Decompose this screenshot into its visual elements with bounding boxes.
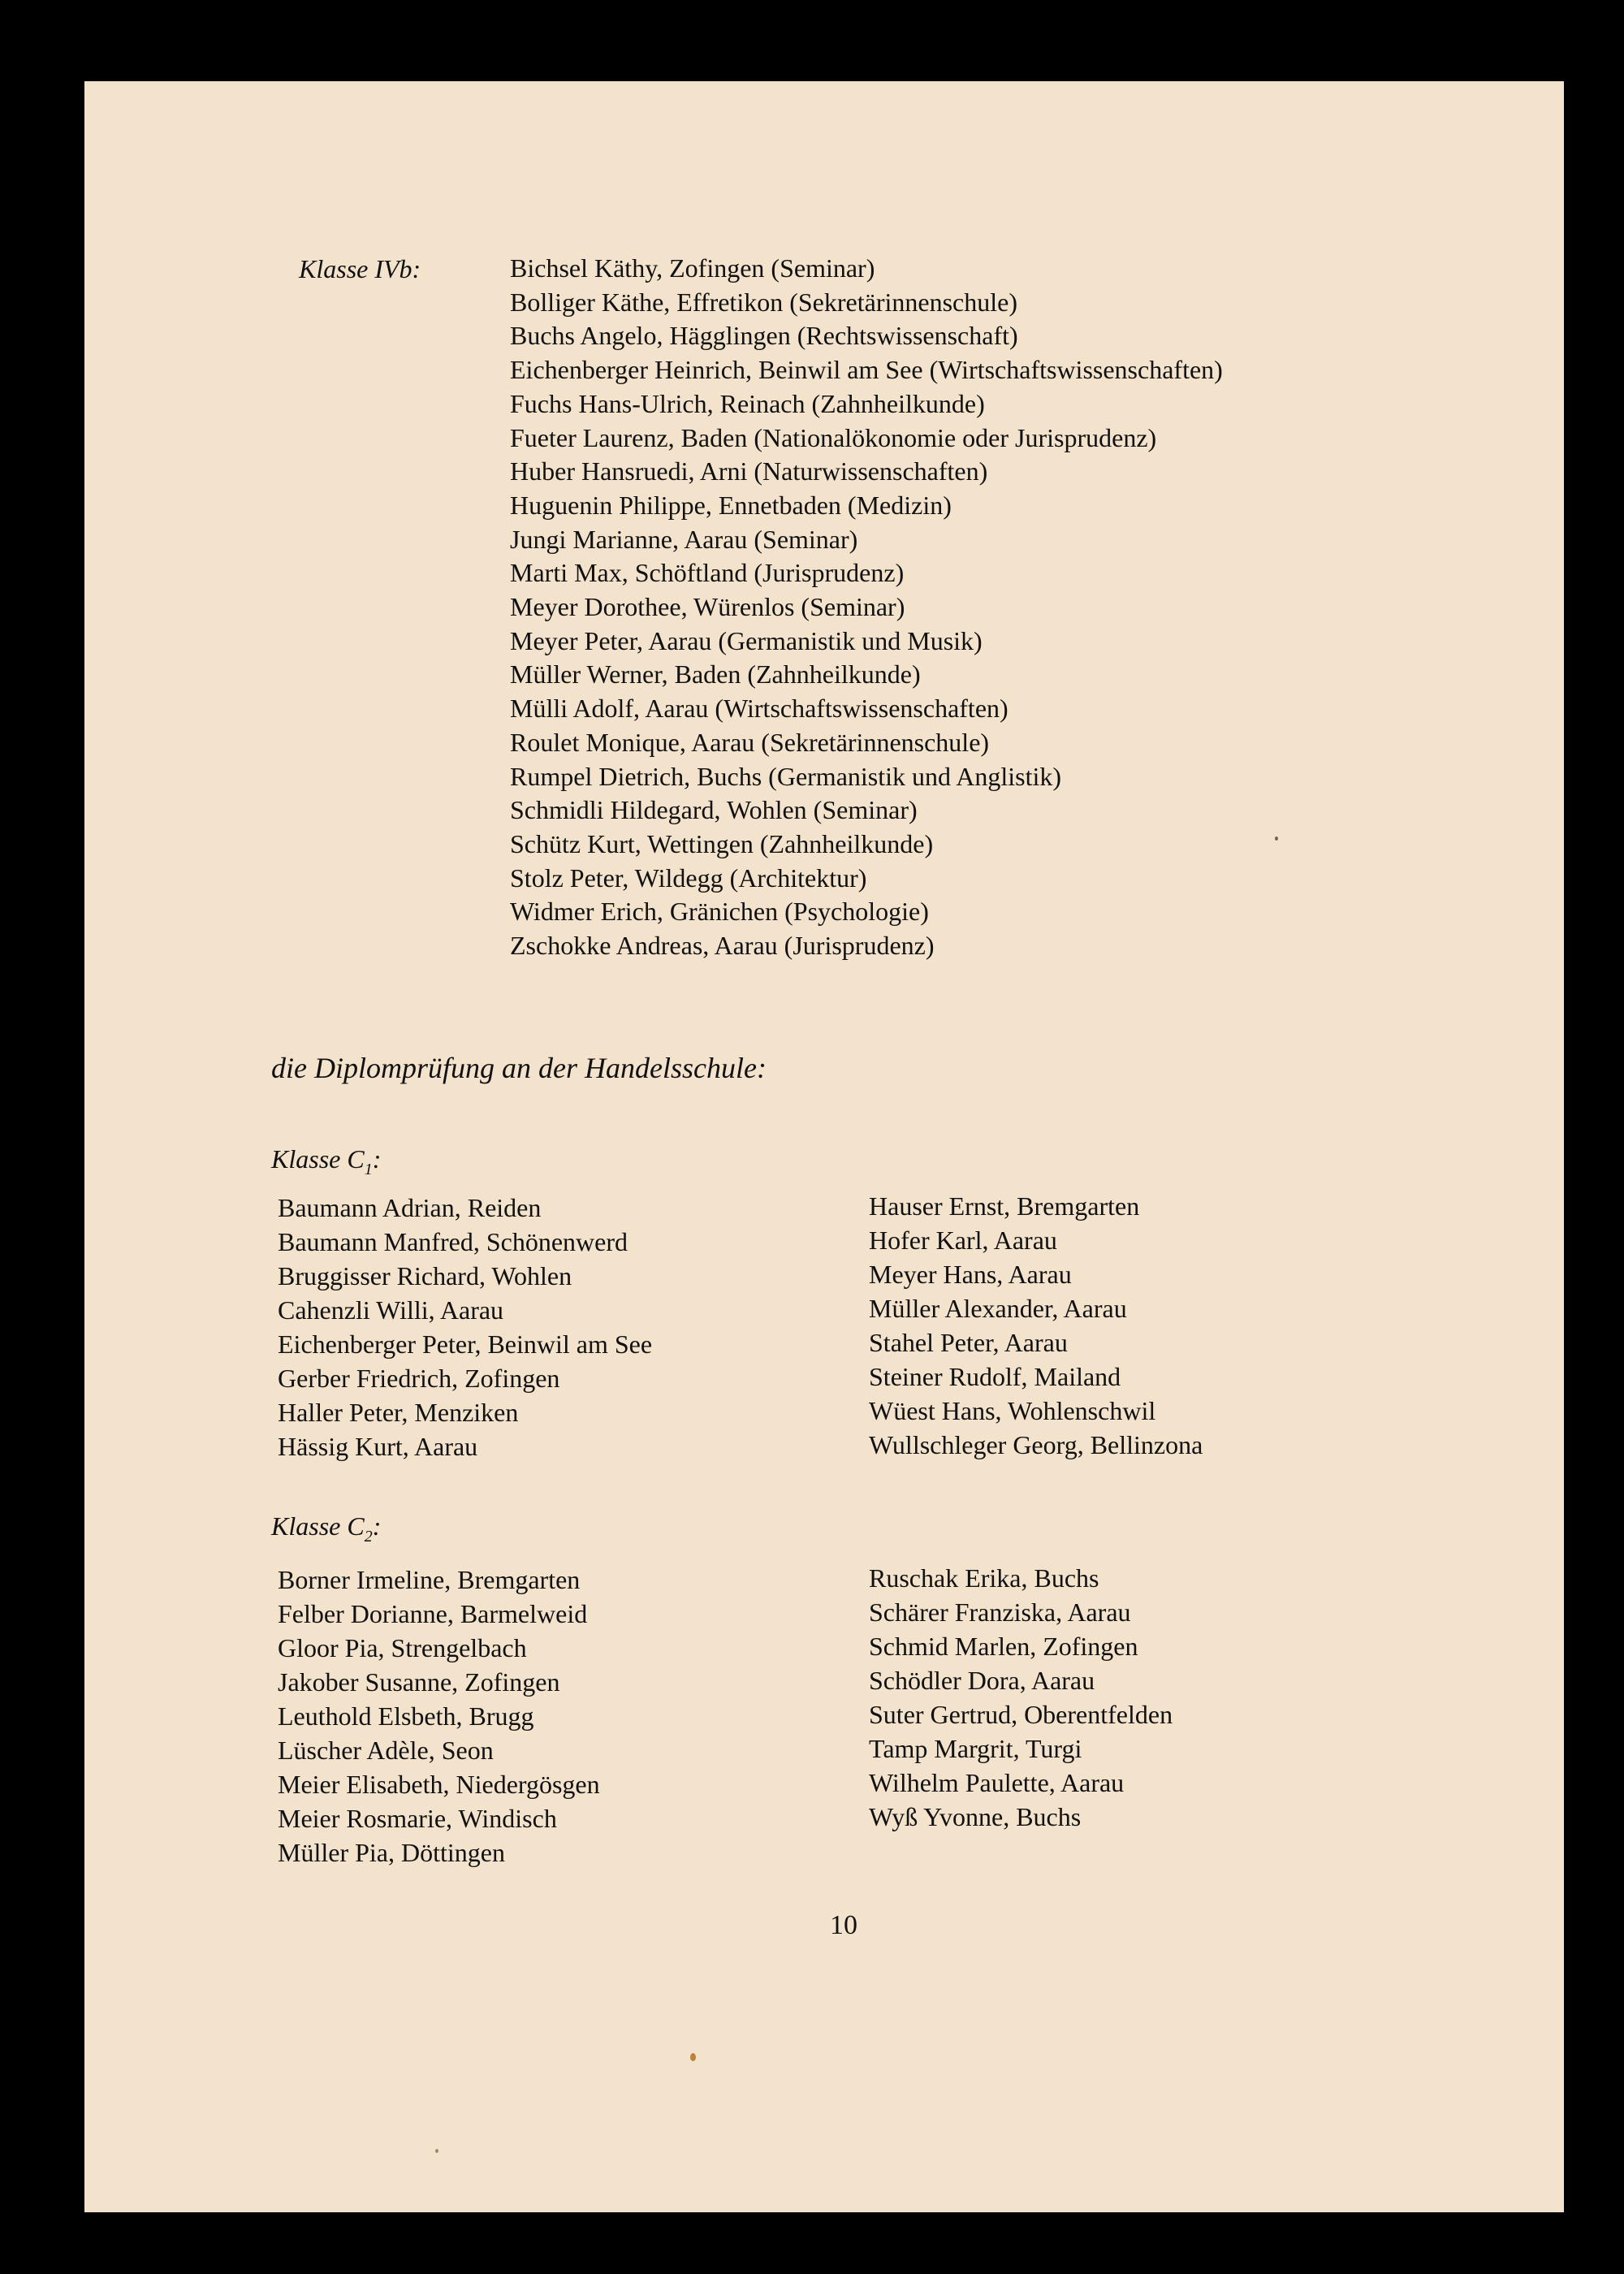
list-item: Ruschak Erika, Buchs <box>869 1563 1099 1593</box>
list-item: Stolz Peter, Wildegg (Architektur) <box>510 862 867 893</box>
list-item: Müller Alexander, Aarau <box>869 1294 1127 1323</box>
klasse-c2-right-list <box>869 1561 1173 1834</box>
list-item: Felber Dorianne, Barmelweid <box>278 1599 588 1628</box>
list-item: Eichenberger Peter, Beinwil am See <box>278 1329 653 1359</box>
list-item: Mülli Adolf, Aarau (Wirtschaftswissenschaften) <box>510 694 1009 724</box>
list-item: Cahenzli Willi, Aarau <box>278 1295 504 1325</box>
list-item: Meyer Peter, Aarau (Germanistik und Musik) <box>510 625 983 655</box>
page-number: 10 <box>830 1910 857 1940</box>
list-item: Schmid Marlen, Zofingen <box>869 1632 1138 1661</box>
klasse-c1-right-list <box>869 1189 1203 1462</box>
paper-speck <box>1275 837 1278 841</box>
list-item: Wyß Yvonne, Buchs <box>869 1802 1082 1831</box>
list-item: Widmer Erich, Gränichen (Psychologie) <box>510 897 929 927</box>
list-item: Rumpel Dietrich, Buchs (Germanistik und Anglistik) <box>510 761 1062 791</box>
list-item: Borner Irmeline, Bremgarten <box>278 1565 581 1594</box>
klasse-ivb-label: Klasse IVb: <box>299 254 421 283</box>
klasse-c1-label <box>271 1142 381 1180</box>
list-item: Zschokke Andreas, Aarau (Jurisprudenz) <box>510 931 935 961</box>
list-item: Hofer Karl, Aarau <box>869 1226 1057 1255</box>
list-item: Wullschleger Georg, Bellinzona <box>869 1430 1203 1459</box>
list-item: Marti Max, Schöftland (Jurisprudenz) <box>510 558 905 588</box>
list-item: Haller Peter, Menziken <box>278 1398 519 1427</box>
list-item: Schmidli Hildegard, Wohlen (Seminar) <box>510 795 918 825</box>
list-item: Leuthold Elsbeth, Brugg <box>278 1701 534 1731</box>
label-text: Klasse C <box>271 1144 365 1174</box>
list-item: Fueter Laurenz, Baden (Nationalökonomie oder Jurisprudenz) <box>510 422 1157 452</box>
label-subscript: 2 <box>364 1528 373 1546</box>
list-item: Bichsel Käthy, Zofingen (Seminar) <box>510 253 875 283</box>
list-item: Hauser Ernst, Bremgarten <box>869 1191 1140 1221</box>
list-item: Meier Elisabeth, Niedergösgen <box>278 1770 600 1799</box>
list-item: Roulet Monique, Aarau (Sekretärinnenschule) <box>510 727 990 757</box>
label-colon: : <box>372 1144 382 1174</box>
paper-speck <box>690 2053 696 2061</box>
list-item: Schödler Dora, Aarau <box>869 1666 1095 1695</box>
list-item: Huber Hansruedi, Arni (Naturwissenschaften) <box>510 456 988 486</box>
list-item: Jungi Marianne, Aarau (Seminar) <box>510 524 858 554</box>
list-item: Hässig Kurt, Aarau <box>278 1432 478 1461</box>
list-item: Huguenin Philippe, Ennetbaden (Medizin) <box>510 490 952 520</box>
list-item: Bruggisser Richard, Wohlen <box>278 1261 572 1290</box>
list-item: Tamp Margrit, Turgi <box>869 1734 1082 1763</box>
list-item: Müller Werner, Baden (Zahnheilkunde) <box>510 659 921 690</box>
list-item: Wüest Hans, Wohlenschwil <box>869 1396 1156 1425</box>
list-item: Buchs Angelo, Hägglingen (Rechtswissenschaft) <box>510 321 1018 351</box>
list-item: Bolliger Käthe, Effretikon (Sekretärinnenschule) <box>510 287 1017 317</box>
list-item: Meier Rosmarie, Windisch <box>278 1804 557 1833</box>
list-item: Stahel Peter, Aarau <box>869 1328 1068 1357</box>
list-item: Lüscher Adèle, Seon <box>278 1736 494 1765</box>
list-item: Schütz Kurt, Wettingen (Zahnheilkunde) <box>510 828 934 858</box>
klasse-ivb-list <box>510 252 1223 963</box>
list-item: Meyer Dorothee, Würenlos (Seminar) <box>510 592 905 622</box>
list-item: Jakober Susanne, Zofingen <box>278 1667 560 1697</box>
list-item: Fuchs Hans-Ulrich, Reinach (Zahnheilkunde) <box>510 388 985 418</box>
list-item: Gloor Pia, Strengelbach <box>278 1633 527 1662</box>
label-colon: : <box>372 1511 382 1541</box>
list-item: Gerber Friedrich, Zofingen <box>278 1364 560 1393</box>
list-item: Baumann Manfred, Schönenwerd <box>278 1227 628 1256</box>
section-heading: die Diplomprüfung an der Handelsschule: <box>271 1052 767 1084</box>
label-subscript: 1 <box>364 1161 373 1178</box>
list-item: Meyer Hans, Aarau <box>869 1260 1072 1289</box>
list-item: Steiner Rudolf, Mailand <box>869 1362 1121 1391</box>
label-text: Klasse C <box>271 1511 365 1541</box>
list-item: Wilhelm Paulette, Aarau <box>869 1768 1125 1797</box>
paper-speck <box>435 2149 438 2153</box>
list-item: Baumann Adrian, Reiden <box>278 1193 542 1222</box>
document-page <box>84 81 1564 2212</box>
klasse-c2-left-list <box>278 1563 600 1870</box>
list-item: Müller Pia, Döttingen <box>278 1838 505 1867</box>
list-item: Eichenberger Heinrich, Beinwil am See (Wirtschaftswissenschaften) <box>510 355 1223 385</box>
klasse-c1-left-list <box>278 1191 652 1463</box>
list-item: Suter Gertrud, Oberentfelden <box>869 1700 1173 1729</box>
klasse-c2-label <box>271 1509 381 1547</box>
list-item: Schärer Franziska, Aarau <box>869 1597 1131 1627</box>
